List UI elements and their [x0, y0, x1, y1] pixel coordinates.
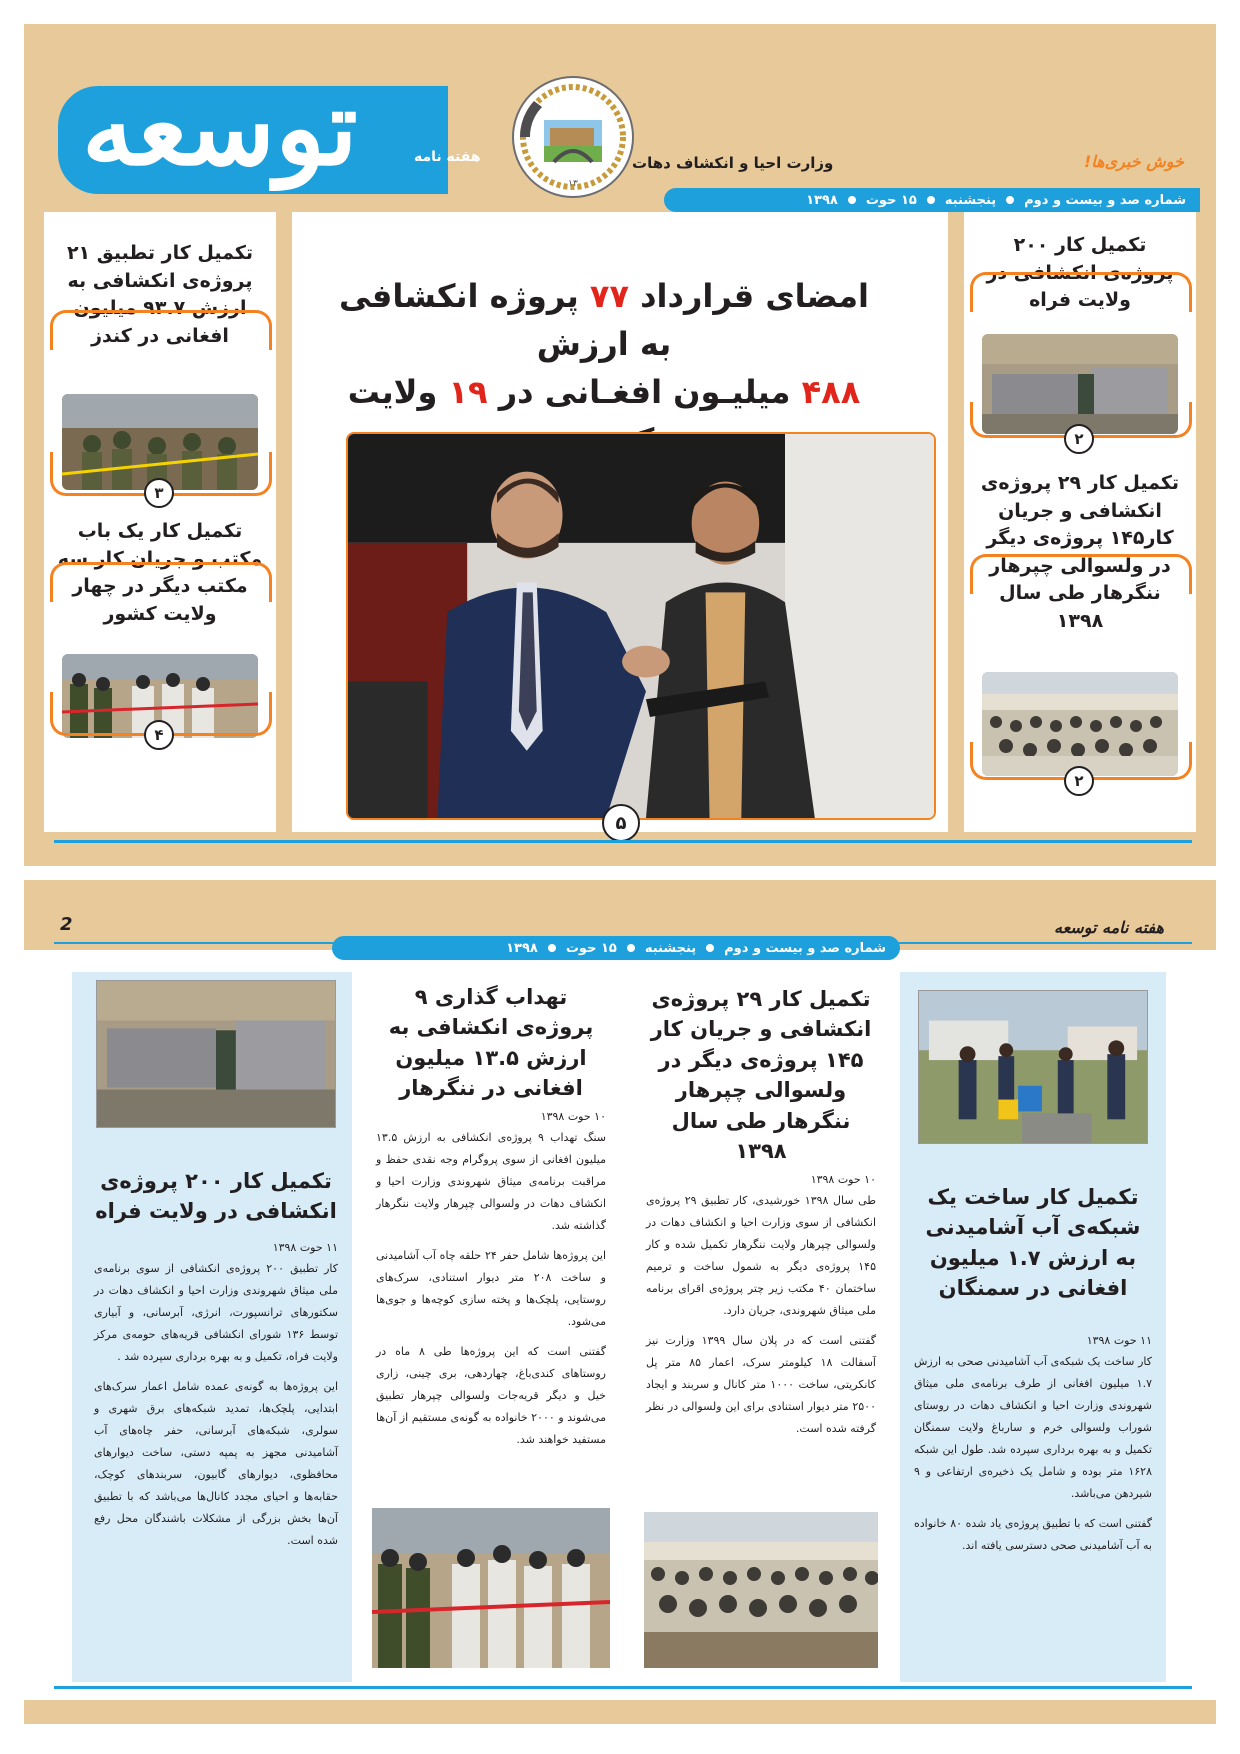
bottom-rule [54, 840, 1192, 843]
page-ref-badge: ۲ [1064, 424, 1094, 454]
article-body [376, 1127, 606, 1451]
front-page [24, 24, 1216, 866]
bullet-icon [848, 196, 856, 204]
bracket-decoration [50, 562, 272, 602]
article-title: تهداب گذاری ۹ پروژه‌ی انکشافی به ارزش ۱۳.۵ میلیون افغانی در ننگرهار [388, 985, 594, 1101]
bracket-decoration [970, 554, 1192, 594]
svg-text:۱۳: ۱۳ [568, 179, 578, 189]
article-date: ۱۰ حوت ۱۳۹۸ [810, 1172, 876, 1186]
bullet-icon [1006, 196, 1014, 204]
bullet-icon [548, 944, 556, 952]
issue-date: ۱۵ حوت [565, 940, 617, 956]
article-date: ۱۰ حوت ۱۳۹۸ [540, 1109, 606, 1123]
article [914, 1182, 1152, 1557]
story-title: تکمیل کار ۲۰۰ پروژه‌ی انکشافی در ولایت فراه [986, 234, 1174, 312]
article-body [646, 1190, 876, 1440]
masthead [24, 24, 1216, 212]
bullet-icon [706, 944, 714, 952]
article-title: تکمیل کار ۲۹ پروژه‌ی انکشافی و جریان کار ۱۴۵ پروژه‌ی دیگر در ولسوالی چپرهار ننگرهار طی سال ۱۳۹۸ [650, 987, 872, 1164]
article-column [900, 972, 1166, 1682]
article-title: تکمیل کار ۲۰۰ پروژه‌ی انکشافی در ولایت فراه [95, 1169, 337, 1224]
issue-bar [664, 188, 1200, 212]
page-ref-badge: ۲ [1064, 766, 1094, 796]
article-column [630, 972, 892, 1682]
left-column [44, 212, 276, 832]
paragraph: کار ساخت یک شبکه‌ی آب آشامیدنی صحی به ارزش ۱.۷ میلیون افغانی از طرف برنامه‌ی ملی میثاق شهروندی وزارت احیا و انکشاف دهات در روستای شوراب ولسوالی خرم و سارباغ ولایت سمنگان تکمیل و به بهره برداری سپرده شد. طول این شبکه ۱۶۲۸ متر بوده و شامل یک ذخیره‌ی ارتفاعی و ۹ شیردهن می‌باشد. [914, 1354, 1152, 1500]
page-ref-badge: ۴ [144, 720, 174, 750]
article-title: تکمیل کار ساخت یک شبکه‌ی آب آشامیدنی به ارزش ۱.۷ میلیون افغانی در سمنگان [925, 1185, 1141, 1301]
article-column [72, 972, 352, 1682]
story-title: تکمیل کار تطبیق ۲۱ پروژه‌ی انکشافی به ارزش ۹۳.۷ میلیون افغانی در کندز [66, 242, 254, 347]
story-title: تکمیل کار ۲۹ پروژه‌ی انکشافی و جریان کار۱۴۵ پروژه‌ی دیگر در ولسوالی چپرهار ننگرهار طی سال ۱۳۹۸ [980, 472, 1180, 632]
paragraph: گفتنی است که با تطبیق پروژه‌ی یاد شده ۸۰ خانواده به آب آشامیدنی صحی دسترسی یافته اند. [914, 1516, 1152, 1552]
article-photo [644, 1512, 878, 1668]
story-title: تکمیل کار یک باب مکتب و جریان کار سه مکتب دیگر در چهار ولایت کشور [57, 520, 263, 625]
headline-part: ولایت [347, 373, 438, 411]
bullet-icon [927, 196, 935, 204]
right-column [964, 212, 1196, 832]
article-body [914, 1351, 1152, 1557]
article [376, 982, 606, 1451]
bottom-rule [54, 1686, 1192, 1689]
paragraph: سنگ تهداب ۹ پروژه‌ی انکشافی به ارزش ۱۳.۵ میلیون افغانی از سوی پروگرام وجه نقدی حفظ و مراقبت برنامه‌ی میثاق شهروندی وزارت احیا و انکشاف دهات در ولسوالی چپرهار ولایت ننگرهار گذاشته شد. [376, 1130, 606, 1232]
paragraph: این پروژه‌ها به گونه‌ی عمده شامل اعمار سرک‌های ابتدایی، پلچک‌ها، تمدید شبکه‌های برق شهری و سولری، شبکه‌های آبرسانی، حفر چاه‌های آب آشامیدنی مجهز به پمپه دستی، ساخت دیوارهای محافظوی، دیوارهای گابیون، سربندهای کوچک، حقابه‌ها و احیای مجدد کانال‌ها می‌باشد که با تطبیق آن‌ها بخش بزرگی از مشکلات باشندگان محل رفع شده است. [94, 1379, 338, 1547]
main-story-photo [346, 432, 936, 820]
issue-year: ۱۳۹۸ [506, 940, 538, 956]
issue-day: پنجشنبه [944, 192, 997, 208]
inner-page [24, 880, 1216, 1724]
paragraph: این پروژه‌ها شامل حفر ۲۴ حلقه چاه آب آشامیدنی و ساخت ۲۰۸ متر دیوار استنادی، سرک‌های روستایی، پلچک‌ها و پخته سازی کوچه‌ها و جوی‌ها می‌شود. [376, 1248, 607, 1328]
paragraph: کار تطبیق ۲۰۰ پروژه‌ی انکشافی از سوی برنامه‌ی ملی میثاق شهروندی وزارت احیا و انکشاف دهات در سکتورهای ترانسپورت، انرژی، آبرسانی، و آبیاری توسط ۱۳۶ شورای انکشافی قریه‌های حومه‌ی مرکز ولایت فراه، تکمیل و به بهره برداری سپرده شد . [94, 1261, 339, 1363]
article-date: ۱۱ حوت ۱۳۹۸ [272, 1240, 338, 1254]
page-number: 2 [60, 914, 73, 935]
issue-number: شماره صد و بیست و دوم [1024, 192, 1186, 208]
issue-bar [332, 936, 900, 960]
issue-year: ۱۳۹۸ [806, 192, 838, 208]
headline-part: امضای قرارداد [640, 277, 869, 315]
article-photo [96, 980, 336, 1128]
issue-day: پنجشنبه [644, 940, 697, 956]
article [94, 1166, 338, 1552]
slogan: خوش خبری‌ها! [1084, 152, 1184, 171]
headline-number: ۱۹ [448, 373, 488, 411]
logo-wordmark: توسعه [82, 66, 358, 189]
paragraph: گفتنی است که این پروژه‌ها طی ۸ ماه در روستاهای کندی‌باغ، چهاردهی، بری چینی، زاری خیل و دیگر قریه‌جات ولسوالی چپرهار تطبیق می‌شوند و ۲۰۰۰ خانواده به گونه‌ی مستقیم از آن‌ها مستفید خواهند شد. [376, 1344, 606, 1446]
headline-number: ۴۸۸ [801, 373, 861, 411]
page-ref-badge: ۵ [602, 804, 640, 842]
article-body [94, 1258, 338, 1552]
bracket-decoration [970, 272, 1192, 312]
headline-part: پروژه انکشافی به ارزش [339, 277, 672, 363]
paragraph: طی سال ۱۳۹۸ خورشیدی، کار تطبیق ۲۹ پروژه‌ی انکشافی از سوی وزارت احیا و انکشاف دهات در ولسوالی چپرهار ولایت ننگرهار تکمیل شده و کار ۱۴۵ پروژه‌ی دیگر به شمول ساخت و ترمیم ساختمان ۴۰ مکتب زیر چتر پروژه‌ی اقرای برنامه ملی میثاق شهروندی، جریان دارد. [646, 1193, 877, 1317]
issue-date: ۱۵ حوت [865, 192, 917, 208]
running-title: هفته نامه توسعه [1054, 918, 1164, 937]
article [646, 984, 876, 1440]
headline-part: میلیـون افغـانی در [498, 373, 791, 411]
paragraph: گفتنی است که در پلان سال ۱۳۹۹ وزارت نیز آسفالت ۱۸ کیلومتر سرک، اعمار ۸۵ متر پل کانکریتی، ساخت ۱۰۰۰ متر کانال و سربند و ایجاد ۲۵۰۰ متر دیوار استنادی برای این ولسوالی در نظر گرفته شده است. [646, 1333, 876, 1435]
article-photo [918, 990, 1148, 1144]
logo-subtitle: هفته نامه [414, 149, 481, 165]
bullet-icon [627, 944, 635, 952]
page-ref-badge: ۳ [144, 478, 174, 508]
article-photo [372, 1508, 610, 1668]
article-column [358, 972, 624, 1682]
ministry-emblem-icon [510, 74, 636, 200]
headline-number: ۷۷ [589, 277, 629, 315]
article-date: ۱۱ حوت ۱۳۹۸ [1086, 1333, 1152, 1347]
issue-number: شماره صد و بیست و دوم [724, 940, 886, 956]
ministry-name: وزارت احیا و انکشاف دهات [632, 154, 834, 172]
bracket-decoration [50, 310, 272, 350]
